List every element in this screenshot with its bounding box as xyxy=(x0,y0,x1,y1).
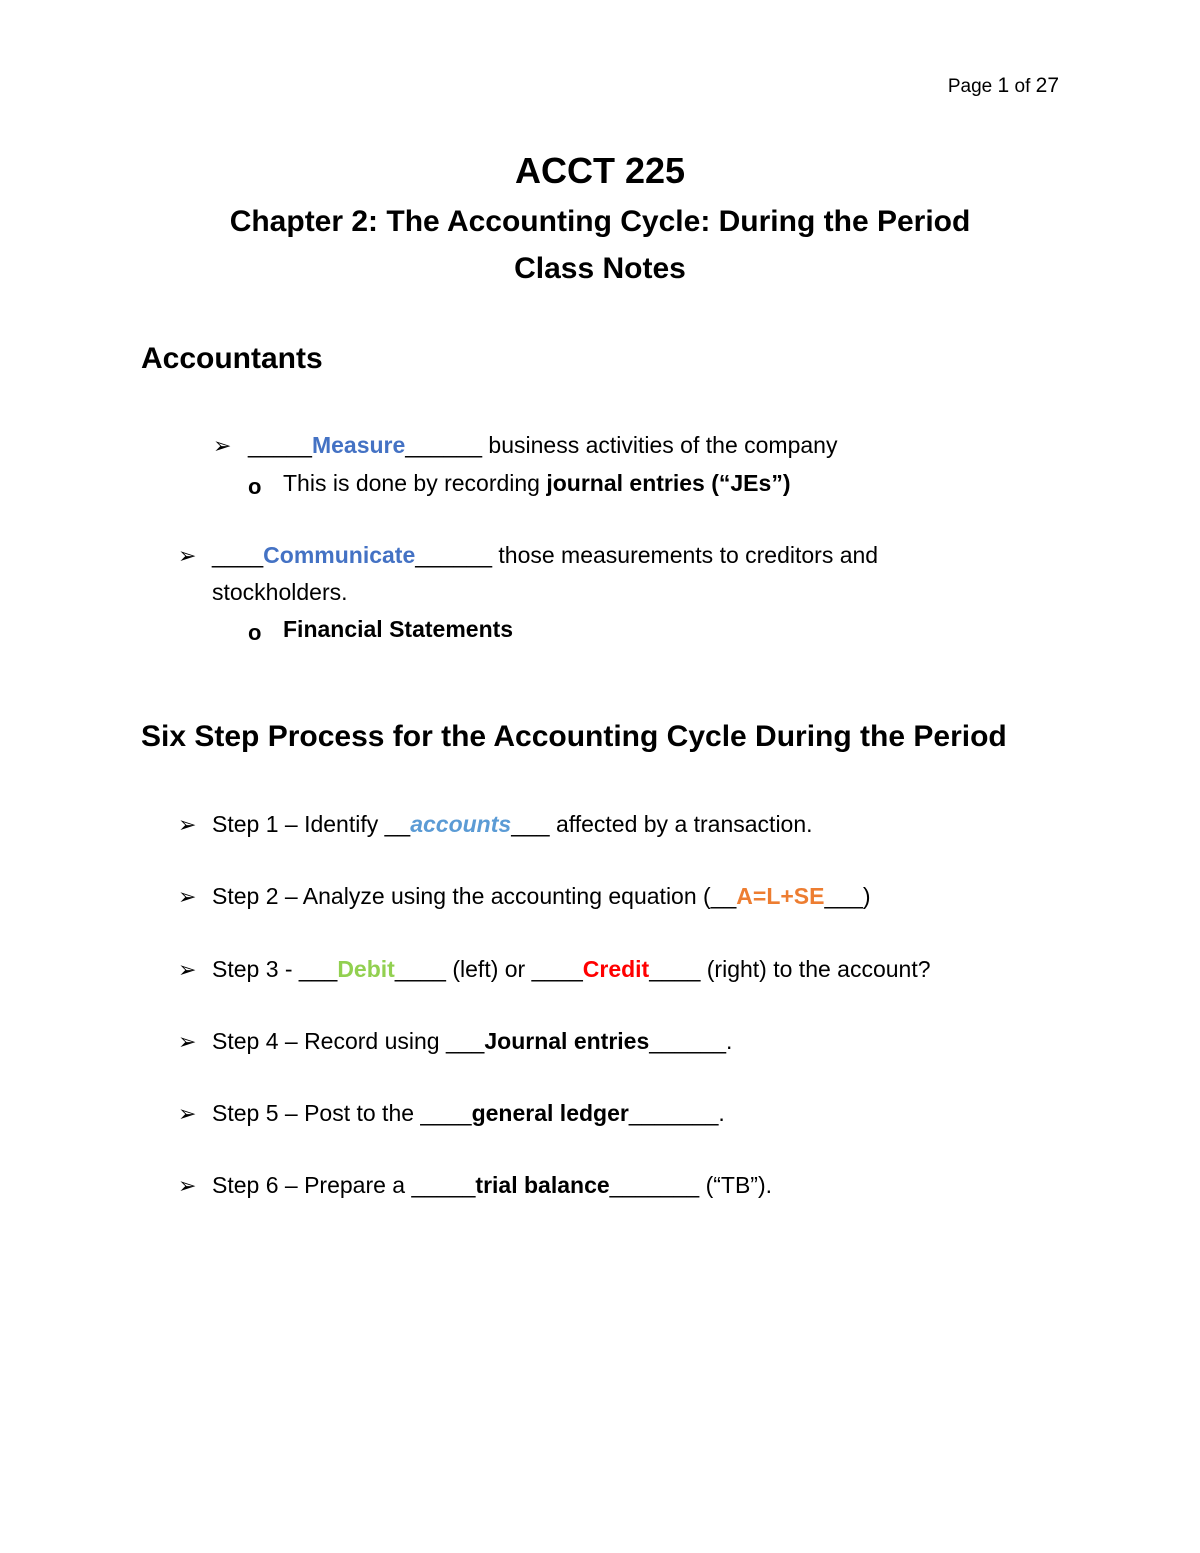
step-text: Step 6 – Prepare a _____ xyxy=(212,1172,476,1198)
step-text: ___) xyxy=(824,883,871,909)
answer-trial-balance: trial balance xyxy=(475,1172,610,1198)
course-title: ACCT 225 xyxy=(514,150,686,191)
arrowhead-bullet-icon: ➢ xyxy=(178,884,197,909)
step-text: ___ affected by a transaction. xyxy=(511,811,813,837)
six-steps-heading: Six Step Process for the Accounting Cycle During the Period xyxy=(141,720,1007,753)
step-text: Step 3 - ___ xyxy=(212,956,338,982)
arrowhead-bullet-icon: ➢ xyxy=(178,812,197,837)
circle-bullet-icon: o xyxy=(248,474,262,499)
step-3 xyxy=(212,956,931,983)
answer-general-ledger: general ledger xyxy=(471,1100,629,1126)
answer-equation: A=L+SE xyxy=(736,883,825,909)
answer-accounts: accounts xyxy=(410,811,512,837)
answer-debit: Debit xyxy=(337,956,395,982)
step-4 xyxy=(212,1028,732,1055)
blank: ______ xyxy=(405,432,483,458)
chapter-title: Chapter 2: The Accounting Cycle: During the Period xyxy=(229,205,971,238)
answer-measure: Measure xyxy=(311,432,406,458)
step-text: ______. xyxy=(649,1028,733,1054)
step-text: ____ (right) to the account? xyxy=(649,956,931,982)
subtitle: Class Notes xyxy=(514,252,686,285)
blank: ____ xyxy=(212,542,264,568)
answer-journal-entries: Journal entries xyxy=(484,1028,650,1054)
blank: _____ xyxy=(248,432,312,458)
page-of: of xyxy=(1014,76,1031,97)
item-text: business activities of the company xyxy=(482,432,838,458)
item-text: those measurements to creditors and xyxy=(492,542,879,568)
accountants-item-communicate-cont: stockholders. xyxy=(212,579,348,605)
step-text: _______. xyxy=(628,1100,725,1126)
page-total: 27 xyxy=(1035,74,1059,97)
arrowhead-bullet-icon: ➢ xyxy=(178,1173,197,1198)
accountants-subitem-financial: Financial Statements xyxy=(283,616,514,642)
step-text: Step 1 – Identify __ xyxy=(212,811,411,837)
accountants-item-communicate xyxy=(212,542,878,569)
arrowhead-bullet-icon: ➢ xyxy=(213,433,232,458)
step-text: Step 5 – Post to the ____ xyxy=(212,1100,472,1126)
step-text: _______ (“TB”). xyxy=(609,1172,773,1198)
arrowhead-bullet-icon: ➢ xyxy=(178,957,197,982)
step-6 xyxy=(212,1172,772,1199)
blank: ______ xyxy=(415,542,493,568)
subitem-bold: journal entries (“JEs”) xyxy=(546,470,791,496)
step-text: Step 4 – Record using ___ xyxy=(212,1028,485,1054)
step-2 xyxy=(212,883,871,910)
page-number xyxy=(948,74,1059,98)
accountants-item-measure xyxy=(248,432,837,459)
step-text: Step 2 – Analyze using the accounting equation (__ xyxy=(212,883,737,909)
arrowhead-bullet-icon: ➢ xyxy=(178,1029,197,1054)
arrowhead-bullet-icon: ➢ xyxy=(178,543,197,568)
answer-communicate: Communicate xyxy=(263,542,416,568)
step-text: ____ (left) or ____ xyxy=(394,956,583,982)
answer-credit: Credit xyxy=(582,956,650,982)
circle-bullet-icon: o xyxy=(248,620,262,645)
step-5 xyxy=(212,1100,725,1127)
accountants-heading: Accountants xyxy=(141,342,323,375)
step-1 xyxy=(212,811,813,838)
page-prefix: Page xyxy=(947,76,993,97)
subitem-text: This is done by recording xyxy=(283,470,547,496)
arrowhead-bullet-icon: ➢ xyxy=(178,1101,197,1126)
accountants-subitem-journal xyxy=(283,470,790,497)
page-current: 1 xyxy=(997,74,1010,97)
